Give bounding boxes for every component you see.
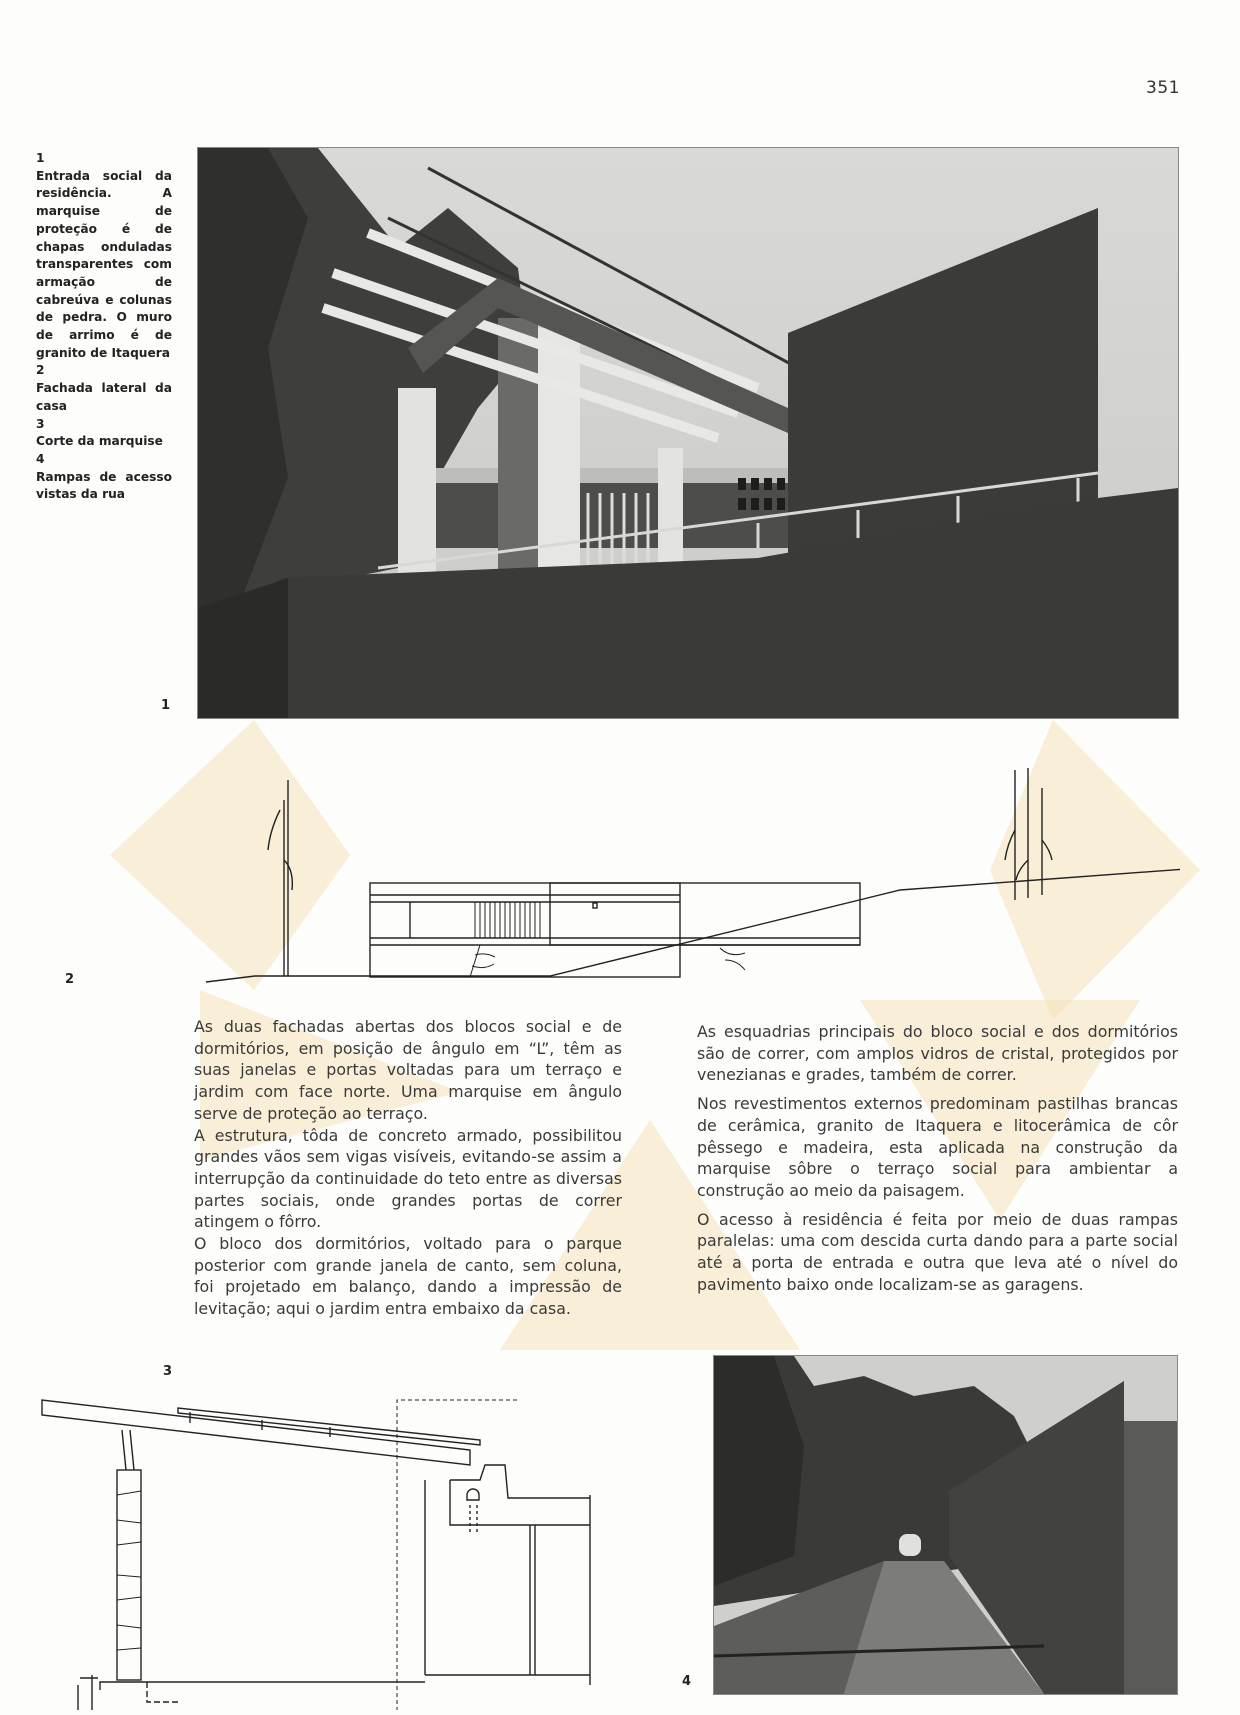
paragraph: A estrutura, tôda de concreto armado, possibilitou grandes vãos sem vigas visíveis, evitando-se assim a interrupção da continuidade do teto entre as diversas partes sociais, onde grandes portas de correr atingem o fôrro. xyxy=(194,1125,622,1232)
figure-label-4: 4 xyxy=(682,1674,692,1689)
body-column-right xyxy=(697,1021,1178,1295)
page-number: 351 xyxy=(1146,78,1180,98)
photo-access-ramps xyxy=(713,1355,1178,1695)
paragraph: Nos revestimentos externos predominam pastilhas brancas de cerâmica, granito de Itaquera e litocerâmica de côr pêssego e madeira, esta aplicada na construção da marquise sôbre o terraço social para ambientar a construção ao meio da paisagem. xyxy=(697,1094,1178,1200)
paragraph: As esquadrias principais do bloco social e dos dormitórios são de correr, com amplos vidros de cristal, protegidos por venezianas e grades, também de correr. xyxy=(697,1022,1178,1085)
caption-text: Entrada social da residência. A marquise de proteção é de chapas onduladas transparentes com armação de cabreúva e colunas de pedra. O muro de arrimo é de granito de Itaquera xyxy=(36,168,172,360)
caption-number: 2 xyxy=(36,363,45,378)
caption-text: Corte da marquise xyxy=(36,434,163,449)
figure-label-1: 1 xyxy=(161,698,171,713)
caption-list xyxy=(36,150,172,504)
paragraph: O bloco dos dormitórios, voltado para o parque posterior com grande janela de canto, sem coluna, foi projetado em balanço, dando a impressão de levitação; aqui o jardim entra embaixo da casa. xyxy=(194,1234,622,1319)
drawing-marquise-section xyxy=(30,1385,600,1710)
caption-text: Rampas de acesso vistas da rua xyxy=(36,469,172,502)
drawing-side-elevation xyxy=(200,740,1180,1000)
caption-number: 1 xyxy=(36,151,45,165)
figure-label-3: 3 xyxy=(163,1364,173,1379)
caption-text: Fachada lateral da casa xyxy=(36,381,172,413)
body-column-left xyxy=(194,1016,622,1320)
photo-entrance xyxy=(197,147,1179,719)
paragraph: As duas fachadas abertas dos blocos social e de dormitórios, em posição de ângulo em “L”, têm as suas janelas e portas voltadas para um terraço e jardim com face norte. Uma marquise em ângulo serve de proteção ao terraço. xyxy=(194,1017,622,1123)
paragraph: O acesso à residência é feita por meio de duas rampas paralelas: uma com descida curta dando para a parte social até a porta de entrada e outra que leva até o nível do pavimento baixo onde localizam-se as garagens. xyxy=(697,1209,1178,1294)
figure-label-2: 2 xyxy=(65,972,75,987)
caption-number: 4 xyxy=(36,451,45,466)
caption-number: 3 xyxy=(36,416,45,431)
